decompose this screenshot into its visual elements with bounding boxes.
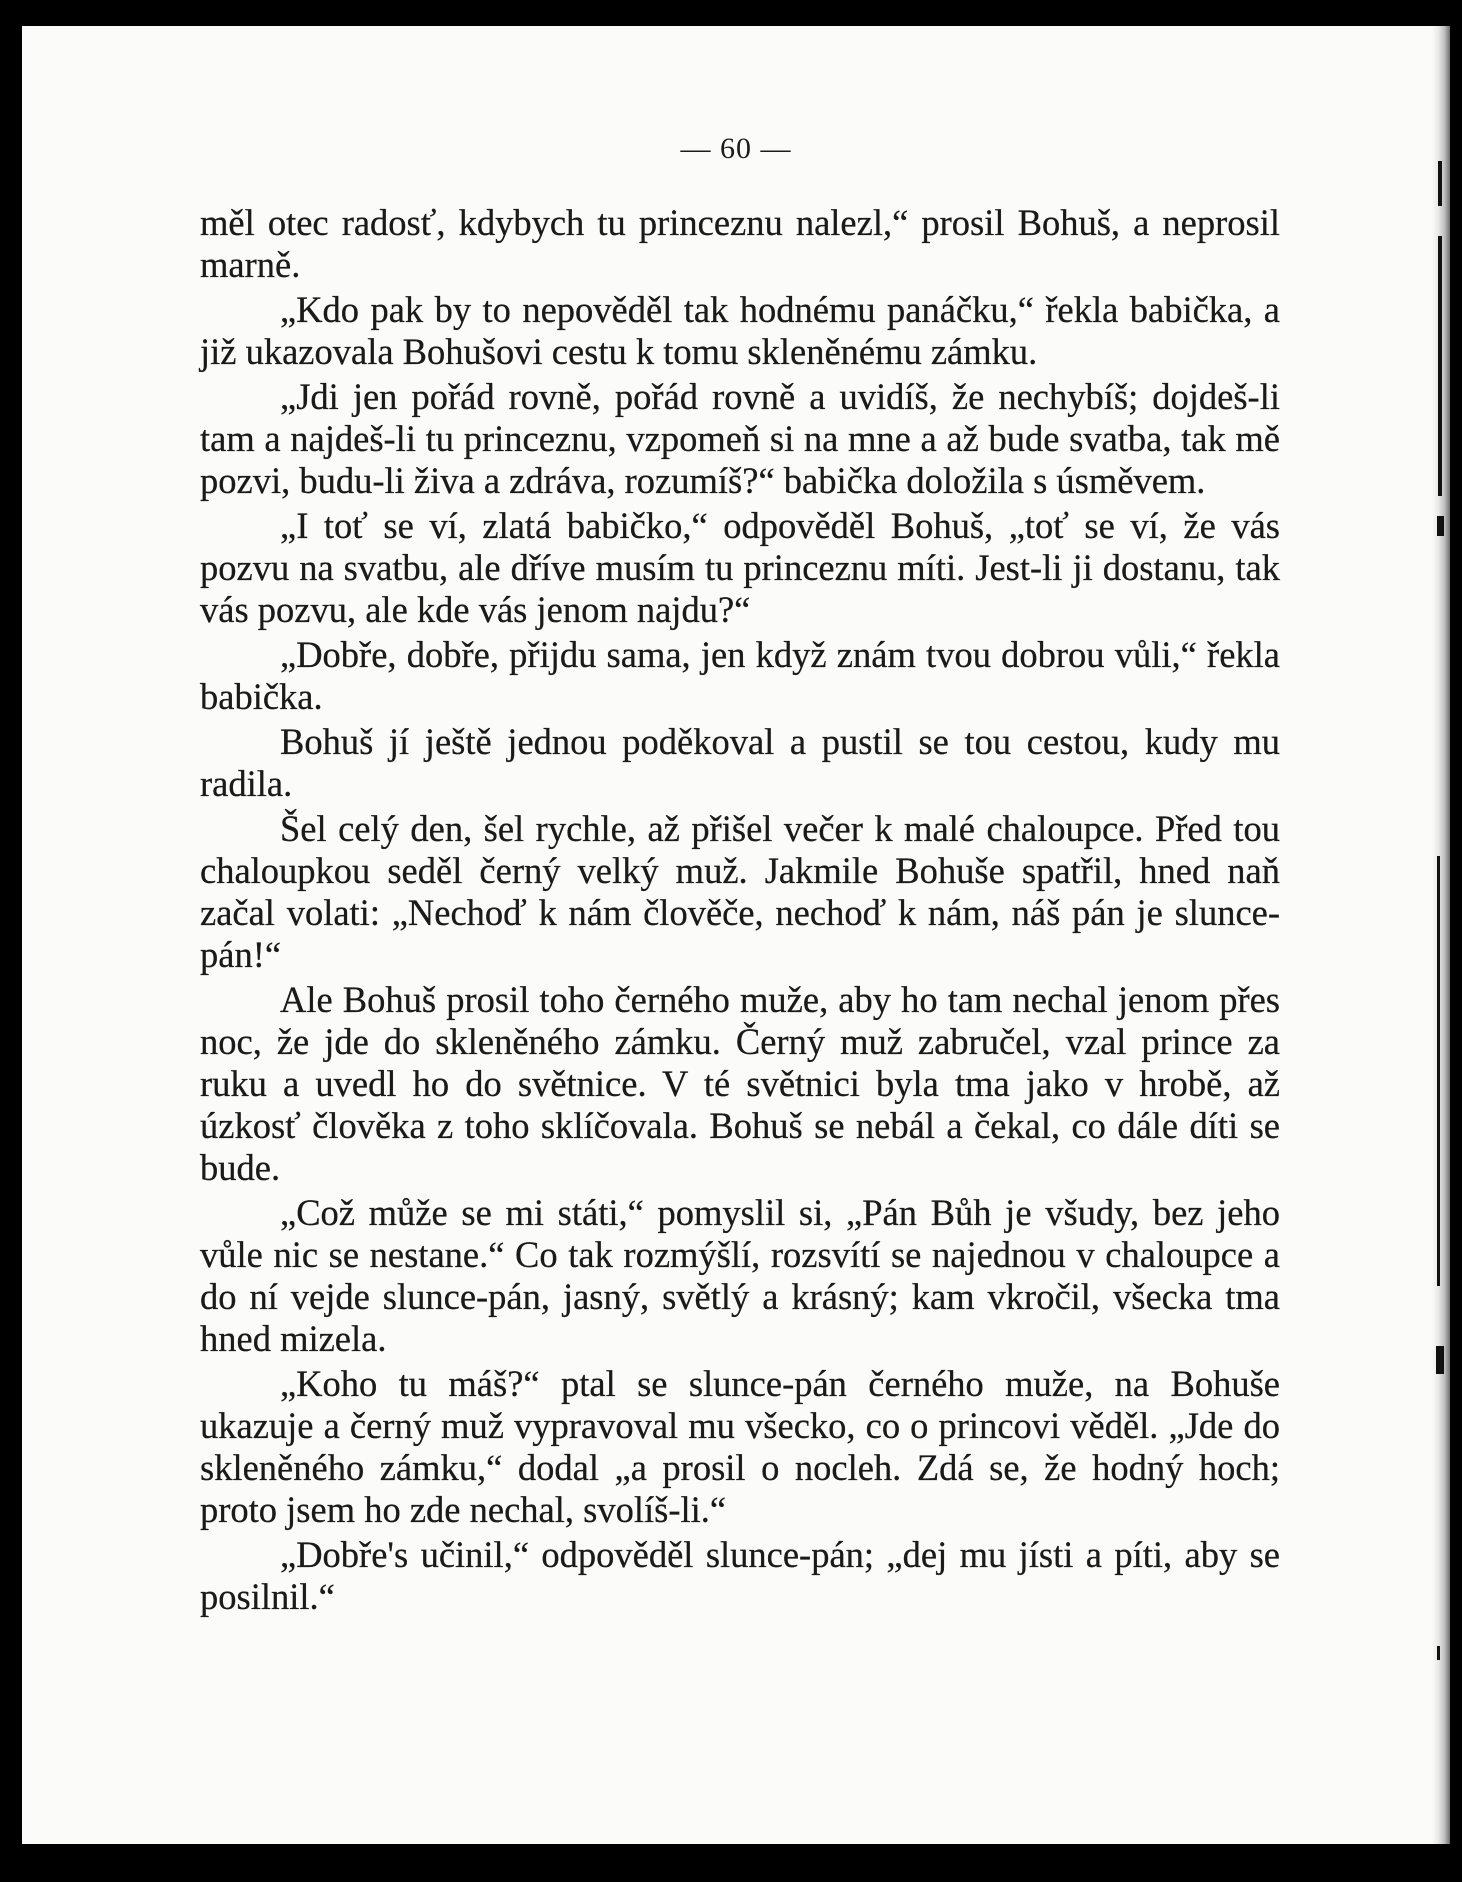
edge-scan-mark <box>1437 516 1444 536</box>
paragraph: „Jdi jen pořád rovně, pořád rovně a uvidíš, že nechybíš; dojdeš-li tam a najdeš-li tu princeznu, vzpomeň si na mne a až bude svatba, tak mě pozvi, budu-li živa a zdráva, rozumíš?“ babička doložila s úsměvem. <box>200 376 1280 501</box>
paragraph: Bohuš jí ještě jednou poděkoval a pustil se tou cestou, kudy mu radila. <box>200 721 1280 804</box>
paragraph: Ale Bohuš prosil toho černého muže, aby ho tam nechal jenom přes noc, že jde do skleněného zámku. Černý muž zabručel, vzal prince za ruku a uvedl ho do světnice. V té světnici byla tma jako v hrobě, až úzkosť člověka z toho sklíčovala. Bohuš se nebál a čekal, co dále díti se bude. <box>200 979 1280 1188</box>
paragraph: „Dobře, dobře, přijdu sama, jen když znám tvou dobrou vůli,“ řekla babička. <box>200 634 1280 717</box>
edge-scan-mark <box>1438 161 1442 206</box>
edge-scan-mark <box>1437 1646 1440 1660</box>
paragraph: „Což může se mi státi,“ pomyslil si, „Pán Bůh je všudy, bez jeho vůle nic se nestane.“ Co tak rozmýšlí, rozsvítí se najednou v chaloupce a do ní vejde slunce-pán, jasný, světlý a krásný; kam vkročil, všecka tma hned mizela. <box>200 1192 1280 1359</box>
page-body-text <box>200 202 1280 1621</box>
paragraph: měl otec radosť, kdybych tu princeznu nalezl,“ prosil Bohuš, a neprosil marně. <box>200 202 1280 285</box>
edge-scan-mark <box>1436 1346 1444 1374</box>
page-number-header: — 60 — <box>680 132 792 165</box>
book-page <box>22 26 1450 1844</box>
edge-scan-mark <box>1437 856 1440 1286</box>
paragraph: „I toť se ví, zlatá babičko,“ odpověděl Bohuš, „toť se ví, že vás pozvu na svatbu, ale dříve musím tu princeznu míti. Jest-li ji dostanu, tak vás pozvu, ale kde vás jenom najdu?“ <box>200 505 1280 630</box>
paragraph: „Kdo pak by to nepověděl tak hodnému panáčku,“ řekla babička, a již ukazovala Bohušovi cestu k tomu skleněnému zámku. <box>200 289 1280 372</box>
paragraph: „Dobře's učinil,“ odpověděl slunce-pán; „dej mu jísti a píti, aby se posilnil.“ <box>200 1534 1280 1617</box>
paragraph: „Koho tu máš?“ ptal se slunce-pán černého muže, na Bohuše ukazuje a černý muž vypravoval mu všecko, co o princovi věděl. „Jde do skleněného zámku,“ dodal „a prosil o nocleh. Zdá se, že hodný hoch; proto jsem ho zde nechal, svolíš-li.“ <box>200 1363 1280 1530</box>
edge-scan-mark <box>1438 236 1442 496</box>
paragraph: Šel celý den, šel rychle, až přišel večer k malé chaloupce. Před tou chaloupkou seděl černý velký muž. Jakmile Bohuše spatřil, hned naň začal volati: „Nechoď k nám člověče, nechoď k nám, náš pán je slunce-pán!“ <box>200 808 1280 975</box>
